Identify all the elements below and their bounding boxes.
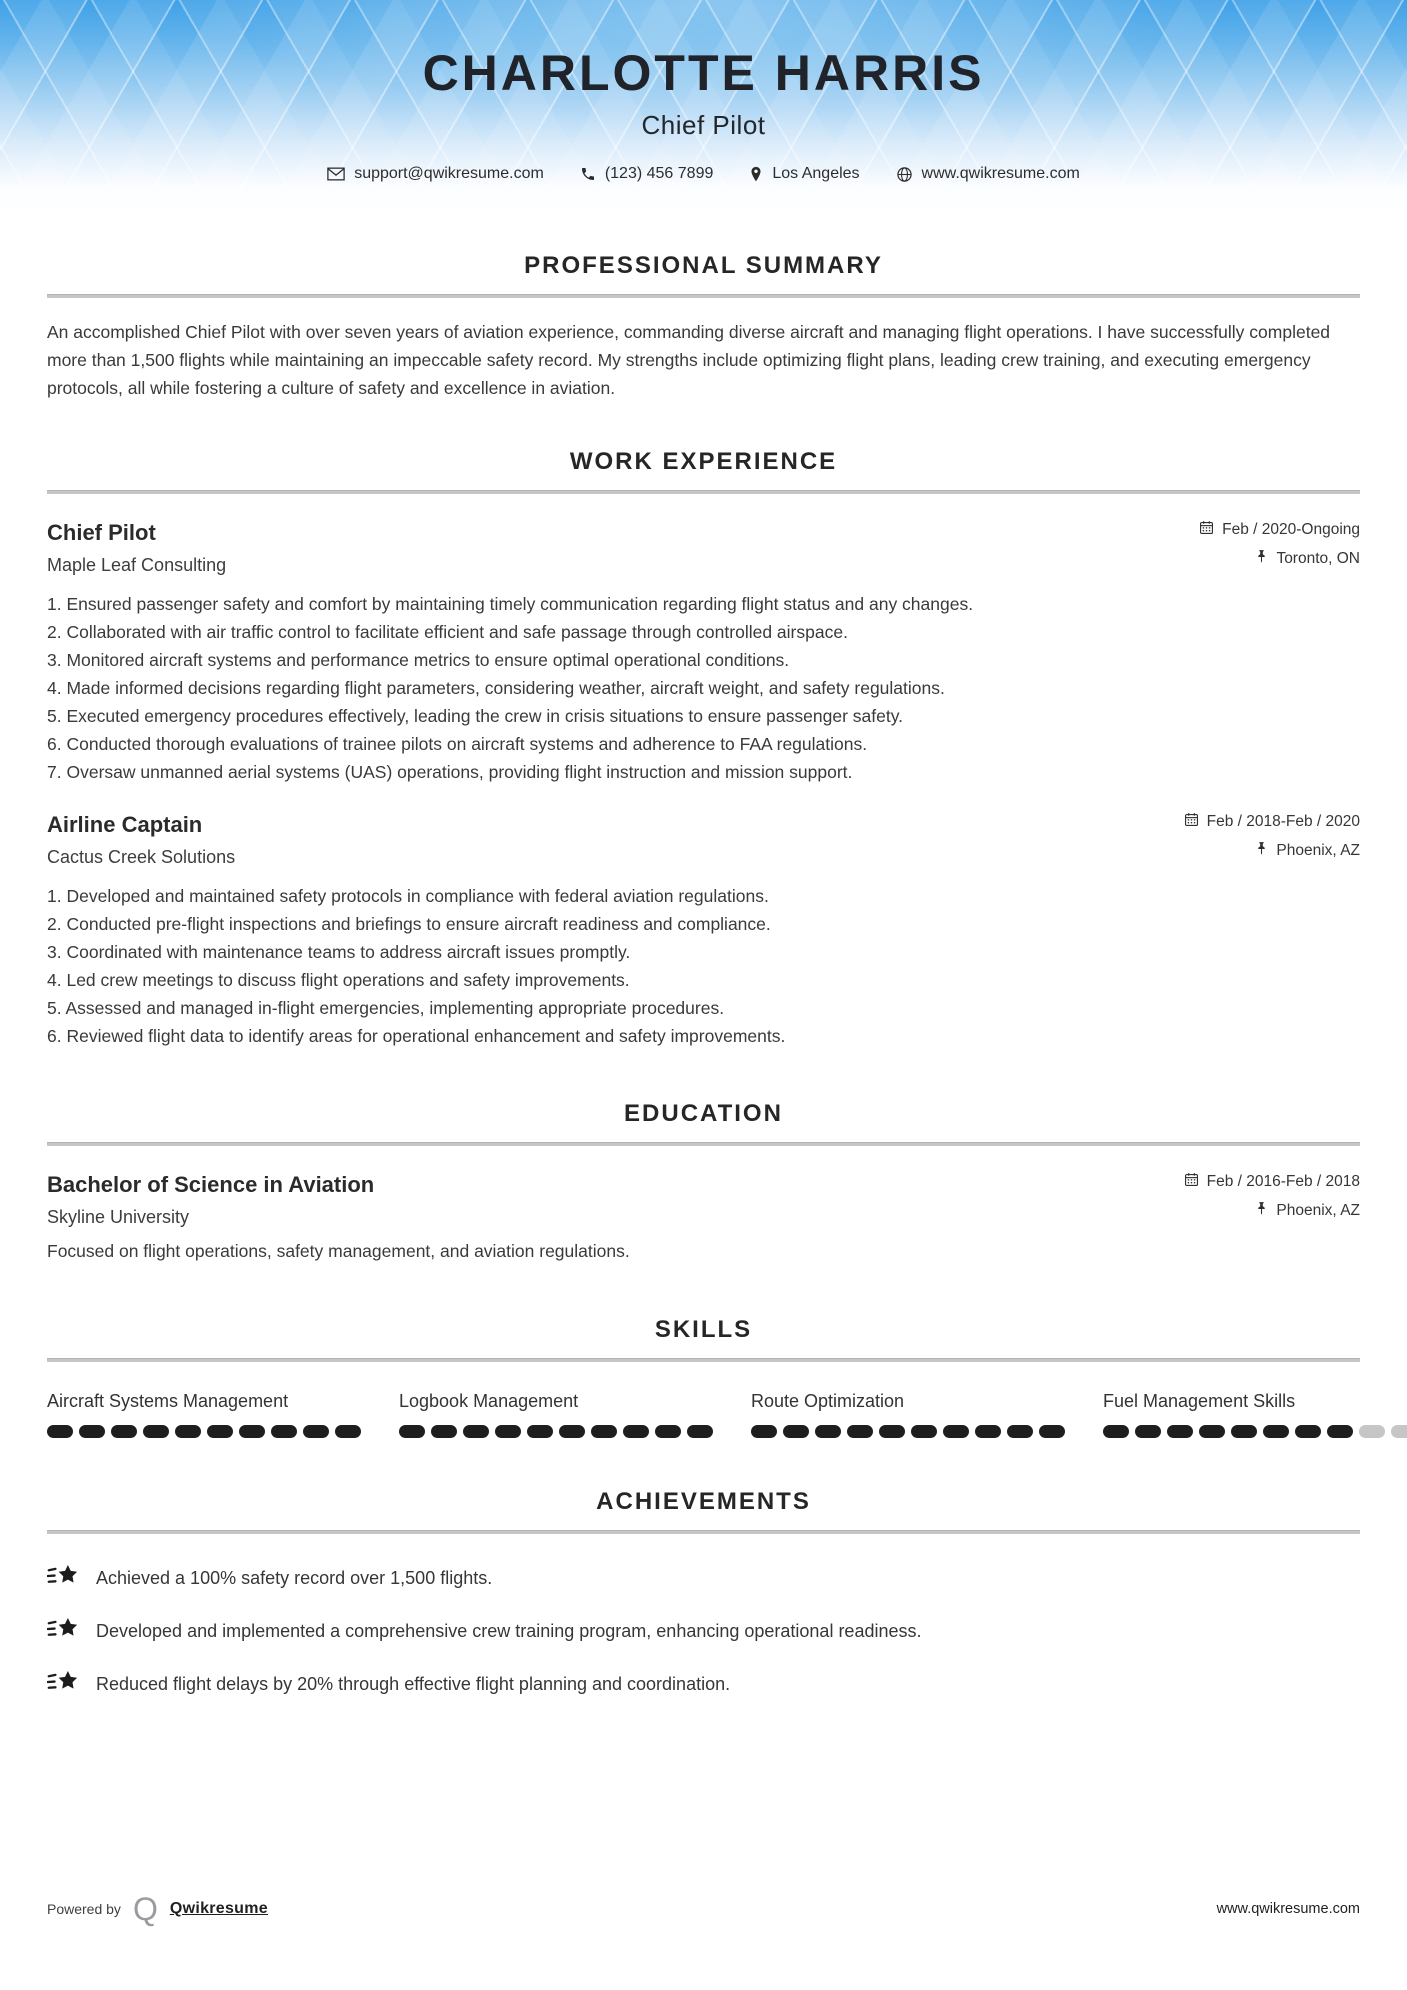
- skill-segment: [751, 1425, 777, 1438]
- skill-name: Route Optimization: [751, 1391, 905, 1411]
- skill-segment: [815, 1425, 841, 1438]
- footer-website-link[interactable]: www.qwikresume.com: [1216, 1901, 1360, 1917]
- contact-location: [749, 165, 859, 183]
- job-title: Airline Captain: [47, 812, 203, 837]
- powered-by-label: Powered by: [47, 1901, 121, 1917]
- skill-segment: [1103, 1425, 1129, 1438]
- experience-item: Led crew meetings to discuss flight operations and safety improvements.: [66, 970, 630, 990]
- skill-segment: [1135, 1425, 1161, 1438]
- skill-bar: [47, 1425, 361, 1438]
- skill-bar: [399, 1425, 713, 1438]
- skill-segment: [1039, 1425, 1065, 1438]
- education-meta: [1184, 1172, 1360, 1221]
- job-header: [47, 812, 1360, 868]
- education-dates: [1184, 1172, 1360, 1192]
- section-rule: [47, 1142, 1360, 1146]
- skill-segment: [1167, 1425, 1193, 1438]
- experience-item: Conducted thorough evaluations of trainee pilots on aircraft systems and adherence to FAA regulations.: [66, 734, 868, 754]
- section-heading-achievements: ACHIEVEMENTS: [596, 1488, 811, 1515]
- skill-segment: [1391, 1425, 1407, 1438]
- globe-icon: [896, 166, 913, 183]
- job-header: [47, 520, 1360, 576]
- job-entry: [47, 812, 1360, 1050]
- skill-segment: [1263, 1425, 1289, 1438]
- phone-icon: [580, 166, 596, 182]
- q-logo: Q: [132, 1891, 158, 1927]
- skill-segment: [943, 1425, 969, 1438]
- job-title: Chief Pilot: [47, 520, 156, 545]
- section-rule: [47, 490, 1360, 494]
- education-header: [47, 1172, 1360, 1228]
- job-left: [47, 812, 235, 868]
- calendar-icon: [1199, 520, 1214, 540]
- skill-segment: [655, 1425, 681, 1438]
- skill-segment: [623, 1425, 649, 1438]
- skill-segment: [1199, 1425, 1225, 1438]
- education-location-text: Phoenix, AZ: [1276, 1202, 1360, 1219]
- skill-segment: [687, 1425, 713, 1438]
- job-dates-text: Feb / 2018-Feb / 2020: [1206, 813, 1360, 830]
- achievement-text: Developed and implemented a comprehensive crew training program, enhancing operational readiness.: [96, 1621, 922, 1641]
- job-items: [47, 882, 1360, 1050]
- pushpin-icon: [1255, 841, 1268, 861]
- school-name: Skyline University: [47, 1207, 190, 1227]
- skill-segment: [495, 1425, 521, 1438]
- contact-website[interactable]: [896, 165, 1080, 183]
- skill-name: Logbook Management: [399, 1391, 579, 1411]
- job-meta: [1199, 520, 1360, 569]
- skill-entry: [399, 1388, 713, 1438]
- skill-segment: [143, 1425, 169, 1438]
- achievements-list: [47, 1562, 1360, 1701]
- summary-text: An accomplished Chief Pilot with over seven years of aviation experience, commanding diverse aircraft and managing flight operations. I have successfully completed more than 1,500 flights while maintaining an impeccable safety record. My strengths include optimizing flight plans, leading crew training, and executing emergency protocols, all while fostering a culture of safety and excellence in aviation.: [47, 322, 1331, 398]
- experience-item: Reviewed flight data to identify areas for operational enhancement and safety improvements.: [66, 1026, 786, 1046]
- job-left: [47, 520, 226, 576]
- skill-segment: [463, 1425, 489, 1438]
- skill-name: Fuel Management Skills: [1103, 1391, 1296, 1411]
- skill-segment: [975, 1425, 1001, 1438]
- experience-item: Developed and maintained safety protocols in compliance with federal aviation regulations.: [66, 886, 769, 906]
- footer-brand-group: [47, 1891, 268, 1927]
- skill-segment: [559, 1425, 585, 1438]
- skill-segment: [175, 1425, 201, 1438]
- location-pin-icon: [749, 166, 763, 183]
- shooting-star-icon: [47, 1562, 79, 1595]
- contact-phone-text: (123) 456 7899: [604, 165, 714, 182]
- skill-entry: [47, 1388, 361, 1438]
- skill-segment: [47, 1425, 73, 1438]
- contact-email-text: support@qwikresume.com: [354, 165, 544, 182]
- skill-segment: [783, 1425, 809, 1438]
- skills-grid: [47, 1388, 1360, 1438]
- job-location: [1255, 841, 1360, 861]
- pushpin-icon: [1255, 1201, 1268, 1221]
- achievement-row: [47, 1615, 1360, 1648]
- section-rule: [47, 1530, 1360, 1534]
- job-items: [47, 590, 1360, 786]
- footer: [47, 1891, 1360, 1927]
- job-dates: [1199, 520, 1360, 540]
- experience-item: Assessed and managed in-flight emergencies, implementing appropriate procedures.: [65, 998, 725, 1018]
- experience-item: Ensured passenger safety and comfort by maintaining timely communication regarding flight status and any changes.: [66, 594, 974, 614]
- contact-location-text: Los Angeles: [772, 165, 860, 182]
- section-rule: [47, 1358, 1360, 1362]
- experience-item: Collaborated with air traffic control to facilitate efficient and safe passage through controlled airspace.: [66, 622, 848, 642]
- job-dates-text: Feb / 2020-Ongoing: [1222, 521, 1360, 538]
- skill-segment: [1007, 1425, 1033, 1438]
- skill-segment: [399, 1425, 425, 1438]
- skill-segment: [847, 1425, 873, 1438]
- skill-segment: [911, 1425, 937, 1438]
- section-heading-experience: WORK EXPERIENCE: [569, 448, 838, 475]
- skill-entry: [1103, 1388, 1407, 1438]
- skill-segment: [527, 1425, 553, 1438]
- achievement-text: Achieved a 100% safety record over 1,500 flights.: [96, 1568, 493, 1588]
- education-left: [47, 1172, 374, 1228]
- contact-email[interactable]: [327, 165, 544, 183]
- person-job-title: Chief Pilot: [641, 110, 766, 140]
- section-heading-summary: PROFESSIONAL SUMMARY: [524, 252, 883, 279]
- experience-item: Monitored aircraft systems and performance metrics to ensure optimal operational conditions.: [66, 650, 790, 670]
- skill-segment: [1231, 1425, 1257, 1438]
- education-entry: [47, 1172, 1360, 1262]
- header: [0, 0, 1407, 212]
- skill-segment: [1359, 1425, 1385, 1438]
- job-meta: [1184, 812, 1360, 861]
- person-name: CHARLOTTE HARRIS: [422, 45, 985, 101]
- skill-segment: [271, 1425, 297, 1438]
- job-company: Maple Leaf Consulting: [47, 555, 227, 575]
- degree-title: Bachelor of Science in Aviation: [47, 1172, 375, 1197]
- experience-item: Oversaw unmanned aerial systems (UAS) operations, providing flight instruction and mission support.: [66, 762, 853, 782]
- education-description: Focused on flight operations, safety management, and aviation regulations.: [47, 1241, 630, 1261]
- job-entry: [47, 520, 1360, 786]
- calendar-icon: [1184, 1172, 1199, 1192]
- experience-item: Coordinated with maintenance teams to address aircraft issues promptly.: [66, 942, 631, 962]
- shooting-star-icon: [47, 1615, 79, 1648]
- education-location: [1255, 1201, 1360, 1221]
- calendar-icon: [1184, 812, 1199, 832]
- job-location-text: Phoenix, AZ: [1276, 842, 1360, 859]
- skill-segment: [303, 1425, 329, 1438]
- job-location-text: Toronto, ON: [1276, 550, 1360, 567]
- achievement-row: [47, 1668, 1360, 1701]
- skill-segment: [431, 1425, 457, 1438]
- skill-bar: [751, 1425, 1065, 1438]
- skill-segment: [591, 1425, 617, 1438]
- pushpin-icon: [1255, 549, 1268, 569]
- skill-segment: [335, 1425, 361, 1438]
- skill-segment: [1327, 1425, 1353, 1438]
- envelope-icon: [327, 167, 345, 181]
- skill-segment: [111, 1425, 137, 1438]
- skill-entry: [751, 1388, 1065, 1438]
- contact-row: [0, 165, 1407, 183]
- skill-segment: [239, 1425, 265, 1438]
- experience-item: Executed emergency procedures effectively, leading the crew in crisis situations to ensure passenger safety.: [66, 706, 904, 726]
- shooting-star-icon: [47, 1668, 79, 1701]
- content: [0, 252, 1407, 1701]
- job-dates: [1184, 812, 1360, 832]
- section-rule: [47, 294, 1360, 298]
- skill-name: Aircraft Systems Management: [47, 1391, 289, 1411]
- experience-item: Made informed decisions regarding flight parameters, considering weather, aircraft weight, and safety regulations.: [66, 678, 945, 698]
- skill-segment: [79, 1425, 105, 1438]
- skill-bar: [1103, 1425, 1407, 1438]
- skill-segment: [207, 1425, 233, 1438]
- contact-phone: [580, 165, 714, 183]
- section-heading-education: EDUCATION: [624, 1100, 783, 1127]
- achievement-row: [47, 1562, 1360, 1595]
- education-dates-text: Feb / 2016-Feb / 2018: [1206, 1173, 1360, 1190]
- achievement-text: Reduced flight delays by 20% through effective flight planning and coordination.: [96, 1674, 731, 1694]
- job-company: Cactus Creek Solutions: [47, 847, 236, 867]
- section-heading-skills: SKILLS: [654, 1316, 753, 1343]
- experience-item: Conducted pre-flight inspections and briefings to ensure aircraft readiness and compliance.: [66, 914, 771, 934]
- job-location: [1255, 549, 1360, 569]
- qwikresume-link[interactable]: Qwikresume: [169, 1900, 268, 1917]
- contact-website-text: www.qwikresume.com: [921, 165, 1080, 182]
- skill-segment: [879, 1425, 905, 1438]
- skill-segment: [1295, 1425, 1321, 1438]
